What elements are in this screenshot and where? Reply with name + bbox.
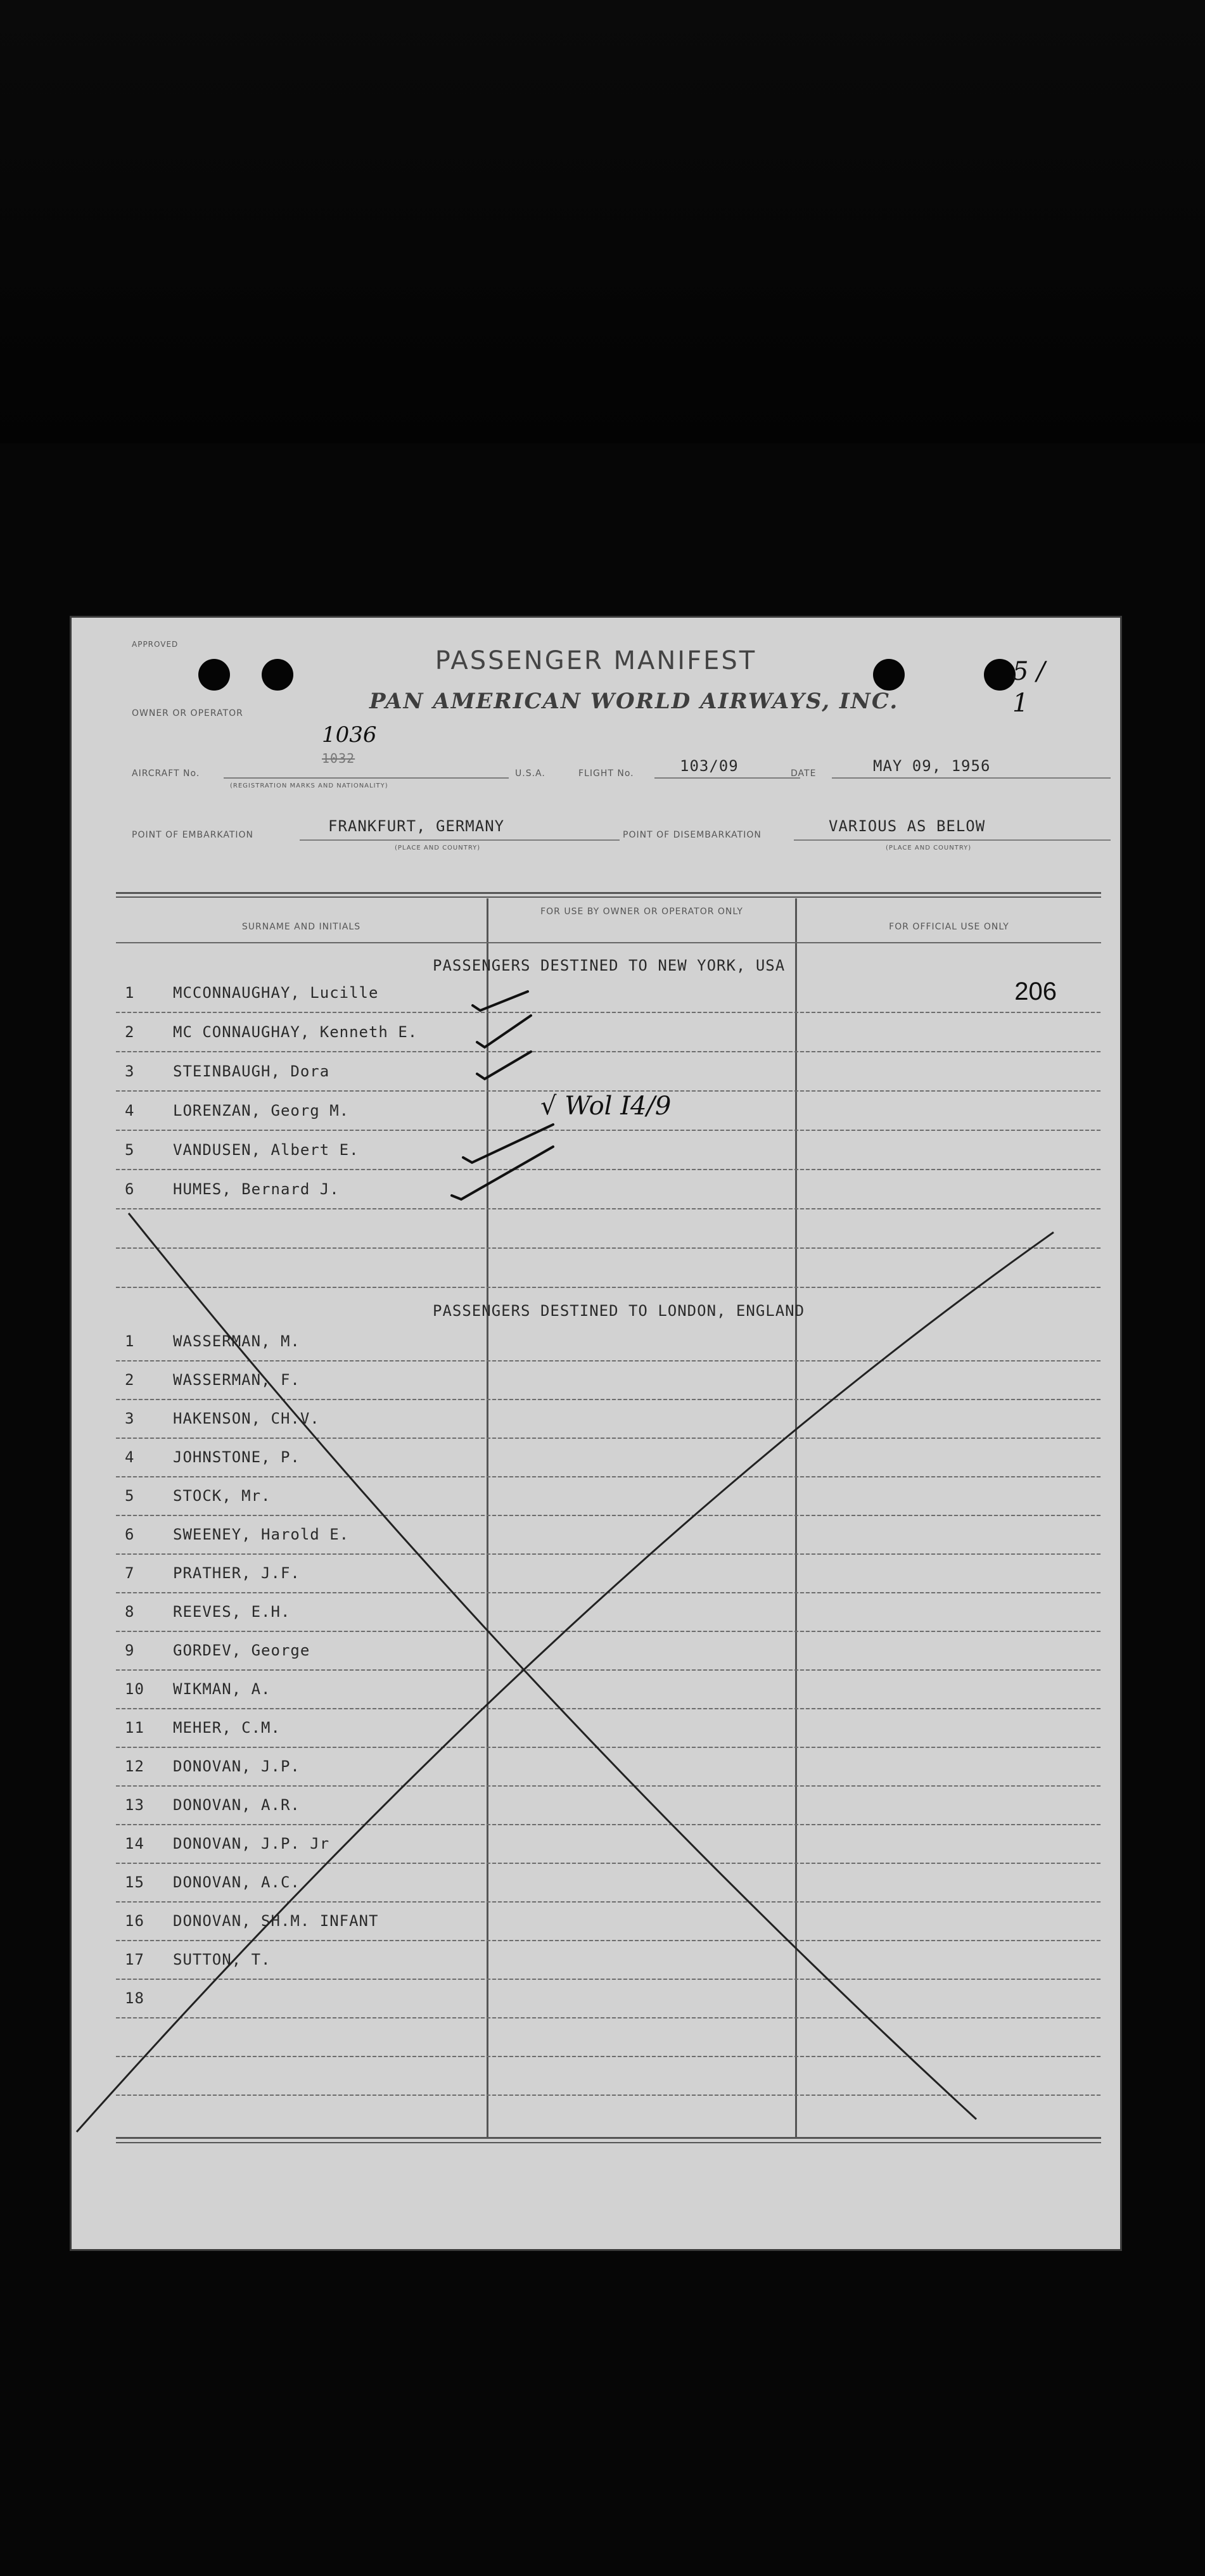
table-row (116, 1052, 1101, 1092)
table-row (116, 1131, 1101, 1170)
margin-handwriting: 5 / 1 (1012, 657, 1045, 718)
owner-label: OWNER OR OPERATOR (132, 708, 243, 718)
row-number: 2 (125, 1023, 135, 1041)
passenger-name: REEVES, E.H. (173, 1603, 291, 1621)
aircraft-number-struck: 1032 (322, 751, 355, 766)
row-number: 5 (125, 1487, 135, 1505)
table-row (116, 2056, 1101, 2096)
row-number: 11 (125, 1719, 144, 1737)
flight-number: 103/09 (680, 757, 739, 775)
table-row (116, 1709, 1101, 1748)
manifest-page (72, 618, 1120, 2249)
flight-date: MAY 09, 1956 (873, 757, 991, 775)
table-row (116, 1670, 1101, 1709)
row-number: 6 (125, 1180, 135, 1198)
passenger-name: SWEENEY, Harold E. (173, 1526, 350, 1543)
table-row (116, 1593, 1101, 1632)
passenger-name: MEHER, C.M. (173, 1719, 281, 1737)
passenger-name: STOCK, Mr. (173, 1487, 271, 1505)
passenger-name: JOHNSTONE, P. (173, 1448, 300, 1466)
section-heading-london: PASSENGERS DESTINED TO LONDON, ENGLAND (433, 1302, 805, 1320)
row-number: 8 (125, 1603, 135, 1621)
date-label: DATE (791, 768, 817, 779)
row-number: 3 (125, 1410, 135, 1427)
table-row (116, 1013, 1101, 1052)
row-number: 1 (125, 984, 135, 1002)
table-row (116, 1209, 1101, 1249)
aircraft-label: AIRCRAFT No. (132, 768, 200, 779)
column-header-surname: SURNAME AND INITIALS (241, 922, 361, 932)
disembarkation-caption: (PLACE AND COUNTRY) (886, 845, 972, 851)
registration-caption: (REGISTRATION MARKS AND NATIONALITY) (230, 782, 388, 789)
table-row (116, 1170, 1101, 1209)
passenger-name: DONOVAN, SH.M. INFANT (173, 1912, 379, 1930)
row-number: 12 (125, 1757, 144, 1775)
passenger-name: MCCONNAUGHAY, Lucille (173, 984, 379, 1002)
row-number: 5 (125, 1141, 135, 1159)
form-title: PASSENGER MANIFEST (435, 646, 757, 675)
passenger-name: VANDUSEN, Albert E. (173, 1141, 359, 1159)
passenger-name: DONOVAN, J.P. (173, 1757, 300, 1775)
table-row (116, 1249, 1101, 1288)
row-number: 15 (125, 1873, 144, 1891)
table-row (116, 1902, 1101, 1941)
passenger-name: STEINBAUGH, Dora (173, 1062, 330, 1080)
usa-label: U.S.A. (515, 768, 545, 779)
row-number: 13 (125, 1796, 144, 1814)
row-number: 1 (125, 1332, 135, 1350)
table-row (116, 1941, 1101, 1980)
row-number: 18 (125, 1989, 144, 2007)
column-header-owner-use: FOR USE BY OWNER OR OPERATOR ONLY (540, 907, 743, 917)
handwritten-note: √ Wol I4/9 (540, 1092, 672, 1121)
flight-label: FLIGHT No. (578, 768, 634, 779)
table-row (116, 1515, 1101, 1555)
table-row (116, 1747, 1101, 1787)
section-heading-new-york: PASSENGERS DESTINED TO NEW YORK, USA (433, 957, 786, 974)
row-number: 6 (125, 1526, 135, 1543)
row-number: 16 (125, 1912, 144, 1930)
row-number: 2 (125, 1371, 135, 1389)
table-row (116, 1438, 1101, 1477)
passenger-name: WASSERMAN, F. (173, 1371, 300, 1389)
row-number: 3 (125, 1062, 135, 1080)
row-number: 4 (125, 1102, 135, 1119)
approval-note: APPROVED (132, 640, 179, 649)
row-number: 9 (125, 1642, 135, 1659)
column-header-official-use: FOR OFFICIAL USE ONLY (889, 922, 1009, 932)
table-row (116, 1631, 1101, 1671)
embarkation-place: FRANKFURT, GERMANY (328, 817, 505, 835)
scan-background (0, 0, 1205, 443)
table-row (116, 1554, 1101, 1593)
passenger-name: DONOVAN, A.C. (173, 1873, 300, 1891)
aircraft-number-handwritten: 1036 (322, 722, 377, 748)
row-number: 4 (125, 1448, 135, 1466)
passenger-name: LORENZAN, Georg M. (173, 1102, 350, 1119)
passenger-name: HAKENSON, CH.V. (173, 1410, 320, 1427)
table-row (116, 1400, 1101, 1439)
table-row (116, 974, 1101, 1013)
passenger-name: DONOVAN, J.P. Jr (173, 1835, 330, 1852)
table-row (116, 1361, 1101, 1400)
embarkation-caption: (PLACE AND COUNTRY) (395, 845, 481, 851)
table-row (116, 1863, 1101, 1903)
passenger-name: WIKMAN, A. (173, 1680, 271, 1698)
embarkation-label: POINT OF EMBARKATION (132, 830, 254, 840)
official-use-value: 206 (1014, 978, 1057, 1005)
passenger-name: MC CONNAUGHAY, Kenneth E. (173, 1023, 418, 1041)
row-number: 17 (125, 1951, 144, 1968)
passenger-name: WASSERMAN, M. (173, 1332, 300, 1350)
passenger-name: DONOVAN, A.R. (173, 1796, 300, 1814)
airline-name: PAN AMERICAN WORLD AIRWAYS, INC. (369, 689, 899, 714)
disembarkation-label: POINT OF DISEMBARKATION (623, 830, 762, 840)
passenger-name: PRATHER, J.F. (173, 1564, 300, 1582)
row-number: 7 (125, 1564, 135, 1582)
table-row (116, 1786, 1101, 1825)
row-number: 14 (125, 1835, 144, 1852)
row-number: 10 (125, 1680, 144, 1698)
table-row (116, 1979, 1101, 2018)
disembarkation-place: VARIOUS AS BELOW (829, 817, 986, 835)
table-row (116, 2018, 1101, 2057)
passenger-name: HUMES, Bernard J. (173, 1180, 340, 1198)
passenger-name: GORDEV, George (173, 1642, 310, 1659)
table-row (116, 1322, 1101, 1361)
table-row (116, 1092, 1101, 1131)
passenger-name: SUTTON, T. (173, 1951, 271, 1968)
table-row (116, 1477, 1101, 1516)
table-row (116, 1825, 1101, 1864)
